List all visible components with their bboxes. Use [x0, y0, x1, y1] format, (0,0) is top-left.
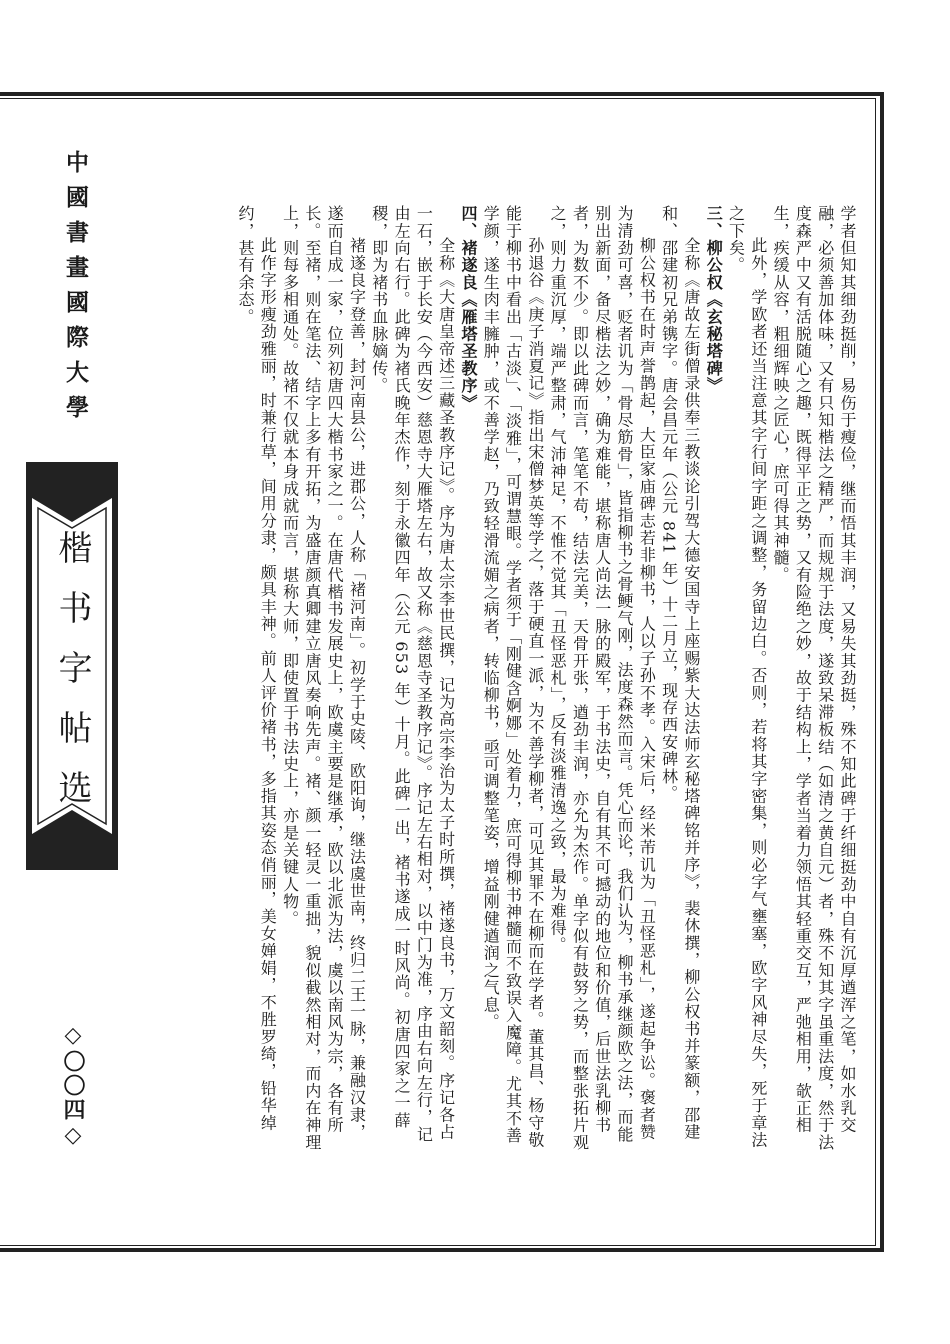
paragraph: 全称《唐故左街僧录供奉三教谈论引驾大德安国寺上座赐紫大达法师玄秘塔碑铭并序》，裴休撰，柳公权书并篆额，邵建和、邵建初兄弟镌字。唐会昌元年（公元 841 年）十二月立，现存西安碑林。: [659, 205, 701, 1141]
article-body: [150, 205, 858, 1155]
university-title: 中國書畫國際大學: [62, 150, 89, 430]
paragraph: 此外，学欧者还当注意其字行间字距之调整，务留边白。否则，若将其字密集，则必字气壅塞，欧字风神尽失，死于章法之下矣。: [726, 205, 768, 1149]
paragraph: 孙退谷《庚子消夏记》指出宋僧梦英等学之，落于硬直一派，为不善学柳者，可见其罪不在柳而在学者。董其昌、杨守敬能于柳书中看出「古淡」、「淡雅」，可谓慧眼。学者须于「刚健含婀娜」处着力，庶可得柳书神髓而不致误入魔障。尤其不善学颜，遂生肉丰臃肿，或不善学赵，乃致轻滑流媚之病者，转临柳书，亟可调整笔姿，增益刚健遒润之气息。: [481, 205, 545, 1149]
paragraph: 褚遂良字登善，封河南县公，进郡公，人称「褚河南」。初学于史陵、欧阳询，继法虞世南，终归二王一脉，兼融汉隶，遂而自成一家，位列初唐四大楷书家之一。在唐代楷书发展史上，欧虞主要是继承，欧以北派为法，虞以南风为宗，各有所长。至褚，则在笔法、结字上多有开拓，为盛唐颜真卿建立唐风奏响先声。褚、颜一轻灵一重拙，貌似截然相对，而内在神理上，则每多相通处。故褚不仅就本身成就而言，堪称大师，即使置于书法史上，亦是关键人物。: [280, 205, 367, 1151]
page-number: ◇〇〇四◇: [60, 1022, 86, 1150]
paragraph: 全称《大唐皇帝述三藏圣教序记》。序为唐太宗李世民撰，记为高宗李治为太子时所撰，褚遂良书，万文韶刻。序记各占一石，嵌于长安（今西安）慈恩寺大雁塔左右，故又称《慈恩寺圣教序记》。序记左右相对，以中门为准，序由右向左行，记由左向右行。此碑为褚氏晚年杰作，刻于永徽四年（公元 653 年）十月。此碑一出，褚书遂成一时风尚。初唐四家之一薛稷，即为褚书血脉嫡传。: [369, 205, 456, 1143]
band-right-rule: [112, 462, 118, 870]
banner-top-ornament: [32, 462, 112, 522]
section-heading-chu: 四、褚遂良《雁塔圣教序》: [458, 205, 478, 412]
paragraph: 柳公权书在时声誉鹊起，大臣家庙碑志若非柳书，人以子孙不孝。入宋后，经米芾讥为「丑怪恶札」，遂起争讼。褒者赞为清劲可喜，贬者讥为「骨尽筋骨」，皆指柳书之骨鲠气刚，法度森然而言。凭心而论，我们认为，柳书承继颜欧之法，而能别出新面，备尽楷法之妙，确为难能，堪称唐人尚法一脉的殿军，于书法史，自有其不可撼动的地位和价值，后世法乳柳书者，为数不少。即以此碑而言，笔笔不苟，结法完美，天骨开张，遒劲丰润，亦允为杰作。单字似有鼓努之势，而整张拓片观之，则力重沉厚，端严整肃，气沛神足，不惟不觉其「丑怪恶札」，反有淡雅清逸之致，最为难得。: [548, 205, 657, 1151]
paragraph: 此作字形瘦劲雅丽，时兼行草，间用分隶，颇具丰神。前人评价褚书，多指其姿态俏丽，美女婵娟，不胜罗绮，铅华绰约，甚有余态。: [235, 205, 278, 1132]
section-heading-liu: 三、柳公权《玄秘塔碑》: [704, 205, 724, 395]
paragraph: 学者但知其细劲挺削，易伤于瘦俭，继而悟其丰润，又易失其劲挺，殊不知此碑于纤细挺劲中自有沉厚遒浑之笔，如水乳交融，必须善加体味，又有只知楷法之精严，而规规于法度，遂致呆滞板结（如清之黄自元）者，殊不知其字虽重法度，然于法度森严中又有活脱随心之趣，既得平正之势，又有险绝之妙，故于结构上，学者当着力领悟其轻重交互，严弛相用，欹正相生，疾缓从容，粗细辉映之匠心，庶可得其神髓。: [771, 205, 857, 1151]
book-title: 楷书字帖选: [52, 530, 92, 830]
